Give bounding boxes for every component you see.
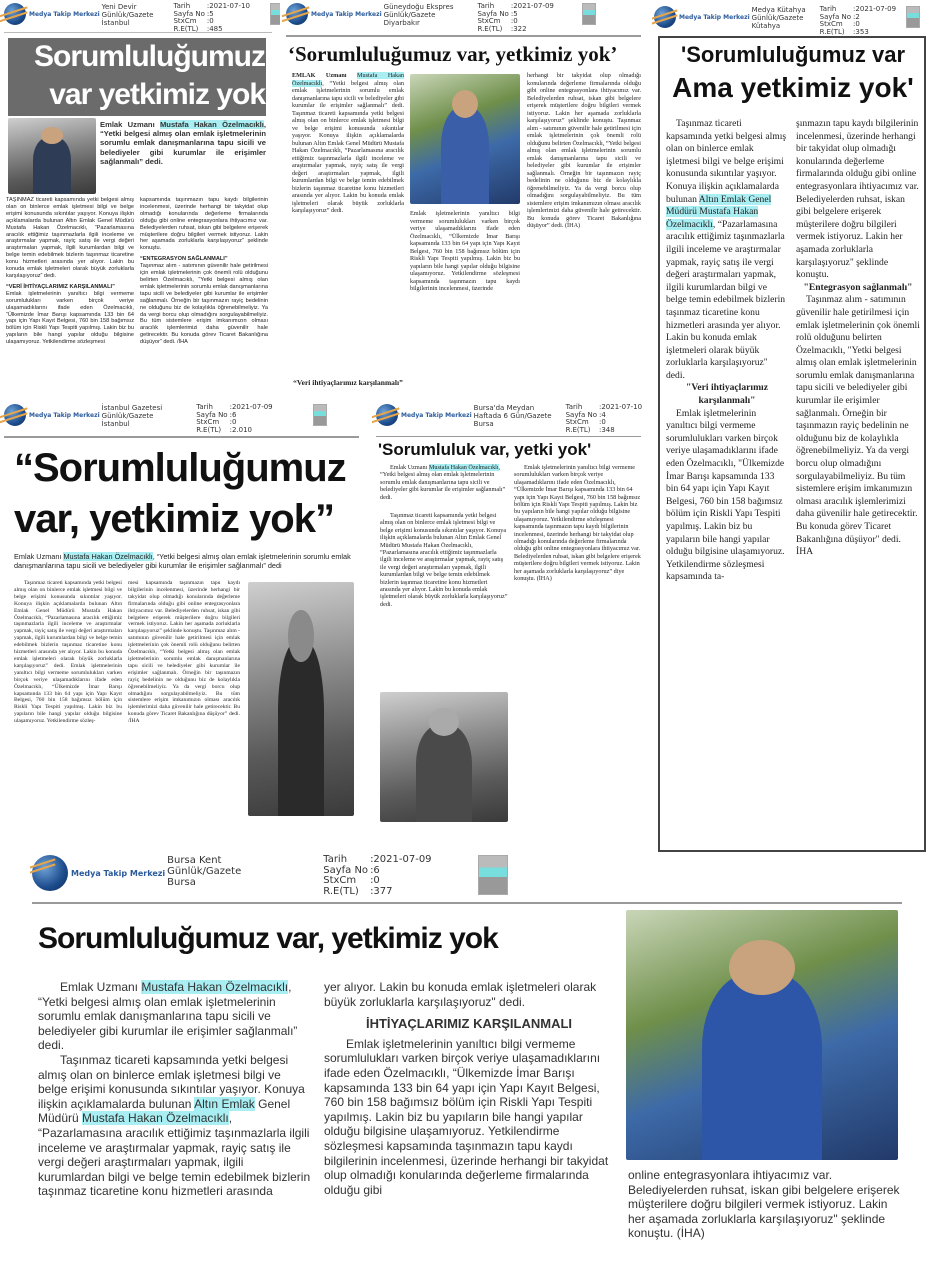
- highlighted-company: Altın Emlak: [194, 1096, 255, 1111]
- highlighted-name: Altın Emlak Genel Müdürü Mustafa Hakan Özelmacıklı: [666, 193, 772, 230]
- article-column-1: Emlak Uzmanı Mustafa Hakan Özelmacıklı, “Yetki belgesi almış olan emlak işletmelerinin sorumlu emlak danışmanlarına tapu sicili ve belediyeler gibi kurumlar ile erişimler sağlanmalı” dedi. Taşınmaz ticareti kapsamında yetki belgesi almış olan on binlerce emlak işletmesi bilgi ve belge erişimi konusunda sıkıntılar yaşıyor. Konuya ilişkin açıklamalarda bulunan Altın Emlak Genel Müdürü Mustafa Hakan Özelmacıklı, “Pazarlamasına aracılık ettiğimiz taşınmazlarla ilgili inceleme ve araştırmalar yapmak, rayiç satış ile vergi değeri araştırmaları yapmak, ilgili kurumlardan bilgi ve belge temin edebilmek bizlerin taşınmaz ticaretine konu hizmetleri arasında: [38, 980, 311, 1199]
- globe-icon: [376, 404, 398, 426]
- highlighted-name: Mustafa Hakan Özelmacıklı: [292, 72, 404, 87]
- headline: ‘Sorumluluğumuz var, yetkimiz yok’: [288, 42, 618, 66]
- globe-icon: [4, 3, 26, 25]
- clipping-medya-kutahya: [652, 0, 936, 860]
- page-thumbnail[interactable]: [313, 404, 327, 426]
- divider: [286, 35, 641, 37]
- divider: [32, 902, 902, 904]
- divider: [4, 436, 359, 438]
- article-column-3: online entegrasyonlara ihtiyacımız var. Belediyelerden ruhsat, iskan gibi belgelere erişerek müşterilere doğru bilgileri vermek istiyoruz. Lakin her aşamada zorluklarla karşılaşıyoruz" şeklinde konuştu. (İHA): [628, 1168, 900, 1241]
- article-column-2: Emlak işletmelerinin yanıltıcı bilgi vermeme sorumlulukları varken birçok veriye ulaşamadıklarını ifade eden Özelmacıklı, “Ülkemizde İmar Barışı kapsamında 133 bin 64 yapı için Yapı Kayıt Belgesi, 760 bin 158 bağımsız bölüm için Riskli Yapı Tespiti yapılmış. Lakin biz bu yapıların bile hangi yapılar olduğu bilgisine ulaşamıyoruz. Yetkilendirme sözleşmesi kapsamında taşınmazın tapu kaydı bilgilerinin incelenmesi, üzerinde: [410, 210, 520, 292]
- portrait-photo: [8, 118, 96, 194]
- publication-info: Bursa'da Meydan Haftada 6 Gün/Gazete Bursa: [473, 404, 552, 428]
- globe-icon: [4, 404, 26, 426]
- highlighted-name: Mustafa Hakan Özelmacıklı: [428, 464, 499, 471]
- clipping-meta: Tarih :2021-07-10 Sayfa No :4 StxCm :0 R.E(TL) :348: [565, 403, 643, 434]
- highlighted-name: Mustafa Hakan Özelmacıklı: [63, 552, 153, 561]
- article-column-1: Taşınmaz ticareti kapsamında yetki belgesi almış olan on binlerce emlak işletmesi bilgi ve belge erişimi konusunda sıkıntılar yaşıyor. Konuya ilişkin açıklamalarda bulunan Altın Emlak Genel Müdürü Mustafa Hakan Özelmacıklı, “Pazarlamasına aracılık ettiğimiz taşınmazlarla ilgili inceleme ve araştırmalar yapmak, rayiç satış ile vergi değeri araştırmaları yapmak, ilgili kurumlardan bilgi ve belge temin edebilmek bizlerin taşınmaz ticaretine konu hizmetleri arasında yer alıyor. Lakin bu konuda emlak işletmeleri olarak büyük zorluklarla karşılaşıyoruz" dedi. "Veri ihtiyaçlarımız karşılanmalı" Emlak işletmelerinin yanıltıcı bilgi vermeme sorumlulukları varken birçok veriye ulaşamadıklarını ifade eden Özelmacıklı, "Ülkemizde İmar Barışı kapsamında 133 bin 64 yapı için Yapı Kayıt Belgesi, 760 bin 158 bağımsız bölüm için Riskli Yapı Tespiti yapılmış. Lakin biz bu yapıların bile hangi yapılar olduğu bilgisine ulaşamıyoruz. Yetkilendirme sözleşmesi kapsamında ta-: [666, 118, 787, 583]
- article-column-1: EMLAK Uzmanı Mustafa Hakan Özelmacıklı, “Yetki belgesi almış olan emlak işletmelerinin sorumlu emlak danışmanlarına tapu sicili ve belediyeler gibi kurumlar ile erişimler sağlanmalı” dedi. Taşınmaz ticareti kapsamında yetki belgesi almış olan on binlerce emlak işletmesi bilgi ve belge erişimi konusunda sıkıntılar yaşıyor. Konuya ilişkin açıklamalarda bulunan Altın Emlak Genel Müdürü Mustafa Hakan Özelmacıklı, “Pazarlamasına aracılık ettiğimiz taşınmazlarla ilgili inceleme ve araştırmalar yapmak, rayiç satış ile vergi değeri araştırmaları yapmak, ilgili kurumlardan bilgi ve belge temin edebilmek bizlerin taşınmaz ticaretine konu hizmetleri arasında yer alıyor. Lakin bu konuda emlak işletmeleri olarak büyük zorluklarla karşılaşıyoruz” dedi.: [292, 72, 404, 214]
- globe-icon: [654, 6, 676, 28]
- headline: Sorumluluğumuz var, yetkimiz yok: [38, 922, 498, 955]
- media-tracking-logo: Medya Takip Merkezi: [32, 855, 165, 891]
- publication-type: Günlük/Gazete: [101, 11, 154, 19]
- subheading: “VERİ İHTİYAÇLARIMIZ KARŞILANMALI”: [6, 283, 115, 290]
- clipping-header: [654, 6, 920, 36]
- media-tracking-logo: Medya Takip Merkezi: [376, 404, 472, 426]
- clipping-meta: Tarih :2021-07-10 Sayfa No :5 StxCm :0 R.E(TL) :485: [173, 2, 250, 33]
- page-thumbnail[interactable]: [906, 6, 920, 28]
- page-value: :5: [206, 9, 214, 18]
- subheading: “ENTEGRASYON SAĞLANMALI”: [140, 256, 228, 263]
- media-tracking-logo: Medya Takip Merkezi: [654, 6, 750, 28]
- article-column-2: kapsamında taşınmazın tapu kaydı bilgilerinin incelenmesi, üzerinde herhangi bir takyidat olup olmadığı konularında değerleme firmalarında olduğu gibi online entegrasyonlara ihtiyacımız var. Belediyelerden ruhsat, iskan gibi belgelere erişerek müşterilere doğru bilgileri vermek istiyoruz. Lakin her aşamada zorluklarla karşılaşıyoruz” şeklinde konuştu. “ENTEGRASYON SAĞLANMALI” Taşınmaz alım - satımının güvenilir hale getirilmesi için emlak işletmelerinin çok önemli rolü olduğunu belirten Özelmacıklı, “Yetki belgesi almış olan emlak işletmelerinin sorumlu emlak danışmanlarına tapu sicili ve belediyeler gibi kurumlar ile erişimler sağlanmalı. Örneğin bir taşınmazın rayiç bedelinin ne olduğunu biz de kolaylıkla öğrenebilmeliyiz. Ya da vergi borcu olup olmadığını sorgulayabilmeliyiz. Bu tüm sistemlere erişim imkanımızın olması aracılık işlemlerimizi daha güvenilir hale getirecektir. Bu konuda görev Ticaret Bakanlığına düşüyor” dedi. /İHA: [140, 197, 268, 346]
- article-lead: Emlak Uzmanı Mustafa Hakan Özelmacıklı, “Yetki belgesi almış olan emlak işletmelerinin sorumlu emlak danışmanlarına tapu sicili ve belediyeler gibi kurumlar ile erişimler sağlanmalı” dedi: [14, 552, 351, 570]
- article-column-1: Taşınmaz ticareti kapsamında yetki belgesi almış olan on binlerce emlak işletmesi bilgi ve belge erişimi konusunda sıkıntılar yaşıyor. Konuya ilişkin açıklamalarda bulunan Altın Emlak Genel Müdürü Mustafa Hakan Özelmacıklı, “Pazarlamasına aracılık ettiğimiz taşınmazlarla ilgili inceleme ve araştırmalar yapmak, rayiç satış ile vergi değeri araştırmaları yapmak, ilgili kurumlardan bilgi ve belge temin edebilmek bizlerin taşınmaz ticaretine konu hizmetleri arasında yer alıyor. Lakin bu konuda emlak işletmeleri olarak büyük zorluklarla karşılaşıyoruz” dedi. Emlak işletmelerinin yanıltıcı bilgi vermeme sorumlulukları varken birçok veriye ulaşamadıklarını ifade eden Özelmacıklı, “Ülkemizde İmar Barışı kapsamında 133 bin 64 yapı için Yapı Kayıt Belgesi, 760 bin 158 bağımsız bölüm için Riskli Yapı Tespiti yapılmış. Lakin biz bu yapıların bile hangi yapılar olduğu bilgisine ulaşamıyoruz. Yetkilendirme sözleş-: [14, 580, 122, 725]
- media-tracking-logo: Medya Takip Merkezi: [4, 3, 100, 25]
- portrait-photo: [380, 692, 508, 822]
- highlighted-name: Mustafa Hakan Özelmacıklı: [82, 1111, 229, 1126]
- headline: 'Sorumluluğumuz var Ama yetkimiz yok': [672, 42, 914, 103]
- portrait-photo: [248, 582, 354, 816]
- date-value: :2021-07-10: [206, 2, 250, 10]
- publication-info: İstanbul Gazetesi Günlük/Gazete İstanbul: [101, 404, 163, 428]
- subheading: “Veri ihtiyaçlarımız karşılanmalı”: [293, 378, 403, 387]
- clipping-header: [376, 404, 642, 434]
- publication-info: Bursa Kent Günlük/Gazete Bursa: [167, 855, 242, 888]
- portrait-photo: [410, 74, 520, 204]
- page-thumbnail[interactable]: [270, 3, 280, 25]
- divider: [4, 32, 272, 33]
- publication-city: İstanbul: [101, 19, 130, 27]
- publication-name: Yeni Devir: [101, 3, 137, 11]
- divider: [376, 436, 641, 437]
- clipping-header: [4, 404, 327, 434]
- globe-icon: [32, 855, 68, 891]
- media-tracking-logo: Medya Takip Merkezi: [4, 404, 100, 426]
- globe-icon: [286, 3, 308, 25]
- headline: Sorumluluğumuz var yetkimiz yok: [34, 40, 265, 111]
- clipping-meta: Tarih :2021-07-09 Sayfa No :6 StxCm :0 R.E(TL) :377: [323, 854, 432, 897]
- publication-info: [102, 3, 154, 27]
- highlighted-name: Mustafa Hakan Özelmacıklı: [141, 980, 289, 994]
- subheading: "Entegrasyon sağlanmalı": [803, 281, 913, 293]
- clipping-header: [32, 855, 508, 897]
- clipping-header: [286, 3, 596, 33]
- article-column-2: yer alıyor. Lakin bu konuda emlak işletmeleri olarak büyük zorluklarla karşılaşıyoruz" dedi. İHTİYAÇLARIMIZ KARŞILANMALI Emlak işletmelerinin yanıltıcı bilgi vermeme sorumlulukları varken birçok veriye ulaşamadıklarını ifade eden Özelmacıklı, “Ülkemizde İmar Barışı kapsamında 133 bin 64 yapı için Yapı Kayıt Belgesi, 760 bin 158 bağımsız bölüm için Riskli Yapı Tespiti yapılmış. Lakin biz bu yapıların bile hangi yapılar olduğu bilgisine ulaşamıyoruz. Yetkilendirme sözleşmesi kapsamında taşınmazın tapu kaydı bilgilerinin incelenmesi, üzerinde herhangi bir takyidat olup olmadığı konularında değerleme firmalarında olduğu gibi: [324, 980, 614, 1197]
- article-column-2: Emlak işletmelerinin yanıltıcı bilgi vermeme sorumlulukları varken birçok veriye ulaşamadıklarını ifade eden Özelmacıklı, “Ülkemizde İmar Barışı kapsamında 133 bin 64 yapı için Yapı Kayıt Belgesi, 760 bin 158 bağımsız bölüm için Riskli Yapı Tespiti yapılmış. Lakin biz bu yapıların bile hangi yapılar olduğu bilgisine ulaşamıyoruz. Yetkilendirme sözleşmesi kapsamında taşınmazın tapu kaydı bilgilerinin incelenmesi, üzerinde herhangi bir takyidat olup olmadığı konularında değerleme firmalarında olduğu gibi online entegrasyonlara ihtiyacımız var. Belediyelerden ruhsat, iskan gibi belgelere erişerek müşterilere doğru bilgileri vermek istiyoruz. Lakin her aşamada zorluklarla karşılaşıyoruz” diye konuştu. (İHA): [514, 464, 641, 583]
- clipping-yeni-devir: [0, 0, 280, 400]
- article-column-1: Taşınmaz ticareti kapsamında yetki belgesi almış olan on binlerce emlak işletmesi bilgi ve belge erişimi konusunda sıkıntılar yaşıyor. Konuya ilişkin açıklamalarda bulunan Altın Emlak Genel Müdürü Mustafa Hakan Özelmacıklı, “Pazarlamasına aracılık ettiğimiz taşınmazlarla ilgili inceleme ve araştırmalar yapmak, rayiç satış ile vergi değeri araştırmaları yapmak, ilgili kurumlardan bilgi ve belge temin edebilmek bizlerin taşınmaz ticaretine konu hizmetleri arasında yer alıyor. Lakin bu konuda emlak işletmeleri olarak büyük zorluklarla karşılaşıyoruz” dedi.: [380, 512, 508, 608]
- media-tracking-logo: Medya Takip Merkezi: [286, 3, 382, 25]
- publication-info: Güneydoğu Ekspres Günlük/Gazete Diyarbakır: [383, 3, 454, 27]
- article-lead: Emlak Uzmanı Mustafa Hakan Özelmacıklı, “Yetki belgesi almış olan emlak işletmelerinin sorumlu emlak danışmanlarına tapu sicili ve belediyeler gibi kurumlar ile erişimler sağlanmalı” dedi.: [380, 464, 506, 501]
- stx-value: :0: [206, 17, 214, 25]
- clipping-istanbul-gazetesi: [0, 402, 370, 832]
- re-value: :485: [206, 24, 223, 33]
- article-column-1: TAŞINMAZ ticareti kapsamında yetki belgesi almış olan on binlerce emlak işletmesi bilgi ve belge erişimi konusunda sıkıntılar yaşıyor. Konuya ilişkin açıklamalarda bulunan Altın Emlak Genel Müdürü Mustafa Hakan Özelmacıklı, “Pazarlamasına aracılık ettiğimiz taşınmazlarla ilgili inceleme ve araştırmalar yapmak, rayiç satış ile vergi değeri araştırmaları yapmak, ilgili kurumlardan bilgi ve belge temin edebilmek bizlerin taşınmaz ticaretine konu hizmetleri arasında yer alıyor. Lakin bu konuda emlak işletmeleri olarak büyük zorluklarla karşılaşıyoruz” dedi. “VERİ İHTİYAÇLARIMIZ KARŞILANMALI” Emlak işletmelerinin yanıltıcı bilgi vermeme sorumlulukları varken birçok veriye ulaşamadıklarını ifade eden Özelmacıklı, “Ülkemizde İmar Barışı kapsamında 133 bin 64 yapı için Yapı Kayıt Belgesi, 760 bin 158 bağımsız bölüm için Riskli Yapı Tespiti yapılmış. Lakin biz bu yapıların bile hangi yapılar olduğu bilgisine ulaşamıyoruz. Yetkilendirme sözleşmesi: [6, 197, 134, 346]
- clipping-header: [4, 3, 280, 33]
- article-column-2: şınmazın tapu kaydı bilgilerinin incelenmesi, üzerinde herhangi bir takyidat olup olmadığı konularında değerleme firmalarında olduğu gibi online entegrasyonlara ihtiyacımız var. Belediyelerden ruhsat, iskan gibi belgelere erişerek müşterilere doğru bilgileri vermek istiyoruz. Lakin her aşamada zorluklarla karşılaşıyoruz" şeklinde konuştu. "Entegrasyon sağlanmalı" Taşınmaz alım - satımının güvenilir hale getirilmesi için emlak işletmelerinin çok önemli rolü olduğunu belirten Özelmacıklı, "Yetki belgesi almış olan emlak işletmelerinin sorumlu emlak danışmanlarına tapu sicili ve belediyeler gibi kurumlar ile erişimler sağlanmalı. Örneğin bir taşınmazın rayiç bedelinin ne olduğunu biz de kolaylıkla öğrenebilmeliyiz. Ya da vergi borcu olup olmadığını sorgulayabilmeliyiz. Bu tüm sistemlere erişim imkanımızın olması aracılık işlemlerimizi daha güvenilir hale getirecektir. Bu konuda görev Ticaret Bakanlığına düşüyor" dedi. İHA: [796, 118, 920, 558]
- page-thumbnail[interactable]: [582, 3, 596, 25]
- page-thumbnail[interactable]: [478, 855, 508, 895]
- subheading: İHTİYAÇLARIMIZ KARŞILANMALI: [365, 1016, 573, 1032]
- portrait-photo: [626, 910, 898, 1160]
- clipping-meta: Tarih :2021-07-09 Sayfa No :5 StxCm :0 R.E(TL) :322: [477, 2, 554, 33]
- highlighted-name: Mustafa Hakan Özelmacıklı: [159, 120, 264, 129]
- clipping-guneydogu-ekspres: [282, 0, 650, 400]
- headline: 'Sorumluluk var, yetki yok': [378, 440, 592, 459]
- subheading: "Veri ihtiyaçlarımız karşılanmalı": [686, 382, 768, 407]
- publication-info: Medya Kütahya Günlük/Gazete Kütahya: [751, 6, 806, 30]
- clipping-meta: Tarih :2021-07-09 Sayfa No :2 StxCm :0 R.E(TL) :353: [819, 5, 897, 36]
- clipping-meta: Tarih :2021-07-09 Sayfa No :6 StxCm :0 R.E(TL) :2.010: [196, 403, 273, 434]
- clipping-bursa-kent: [30, 852, 936, 1280]
- article-column-2: mesi kapsamında taşınmazın tapu kaydı bilgilerinin incelenmesi, üzerinde herhangi bir takyidat olup olmadığı konularında değerleme firmalarında olduğu gibi online entegrasyonlara ihtiyacımız var. Belediyelerden ruhsat, iskan gibi belgelere erişerek müşterilere doğru bilgileri vermek istiyoruz. Lakin her aşamada zorluklarla karşılaşıyoruz” şeklinde konuştu. Taşınmaz alım - satımının güvenilir hale getirilmesi için emlak işletmelerinin çok önemli rolü olduğunu belirten Özelmacıklı, “Yetki belgesi almış olan emlak işletmelerinin sorumlu emlak danışmanlarına tapu sicili ve belediyeler gibi kurumlar ile erişimler sağlanmalı. Örneğin bir taşınmazın rayiç bedelinin ne olduğunu biz de kolaylıkla öğrenebilmeliyiz. Ya da vergi borcu olup olmadığını sorgulayabilmeliyiz. Bu tüm sistemlere erişim imkanımızın olması aracılık işlemlerimizi daha güvenilir hale getirecektir. Bu konuda görev Ticaret Bakanlığına düşüyor” dedi. /İHA: [128, 580, 240, 725]
- article-column-3: herhangi bir takyidat olup olmadığı konularında değerleme firmalarında olduğu gibi online entegrasyonlara ihtiyacımız var. Belediyelerden ruhsat, iskan gibi belgelere erişerek müşterilere doğru bilgileri vermek istiyoruz. Lakin her aşamada zorluklarla karşılaşıyoruz” şeklinde konuştu. Taşınmaz alım - satımının güvenilir hale getirilmesi için emlak işletmelerinin çok önemli rolü olduğunu belirten Özelmacıklı, “Yetki belgesi almış olan emlak işletmelerinin sorumlu emlak danışmanlarına tapu sicili ve belediyeler gibi kurumlar ile erişimler sağlanmalı. Örneğin bir taşınmazın rayiç bedelinin ne olduğunu biz de kolaylıkla öğrenebilmeliyiz. Ya da vergi borcu olup olmadığını sorgulayabilmeliyiz. Bu tüm sistemlere erişim imkanımızın olması aracılık işlemlerimizi daha güvenilir hale getirecektir. Bu konuda görev Ticaret Bakanlığına düşüyor” dedi. (İHA): [527, 72, 641, 229]
- headline: “Sorumluluğumuz var, yetkimiz yok”: [14, 446, 346, 541]
- article-lead: Emlak Uzmanı Mustafa Hakan Özelmacıklı, “Yetki belgesi almış olan emlak işletmelerinin sorumlu emlak danışmanlarına tapu sicili ve belediyeler gibi kurumlar ile erişimler sağlanmalı” dedi.: [100, 120, 266, 166]
- clipping-bursada-meydan: [372, 402, 650, 832]
